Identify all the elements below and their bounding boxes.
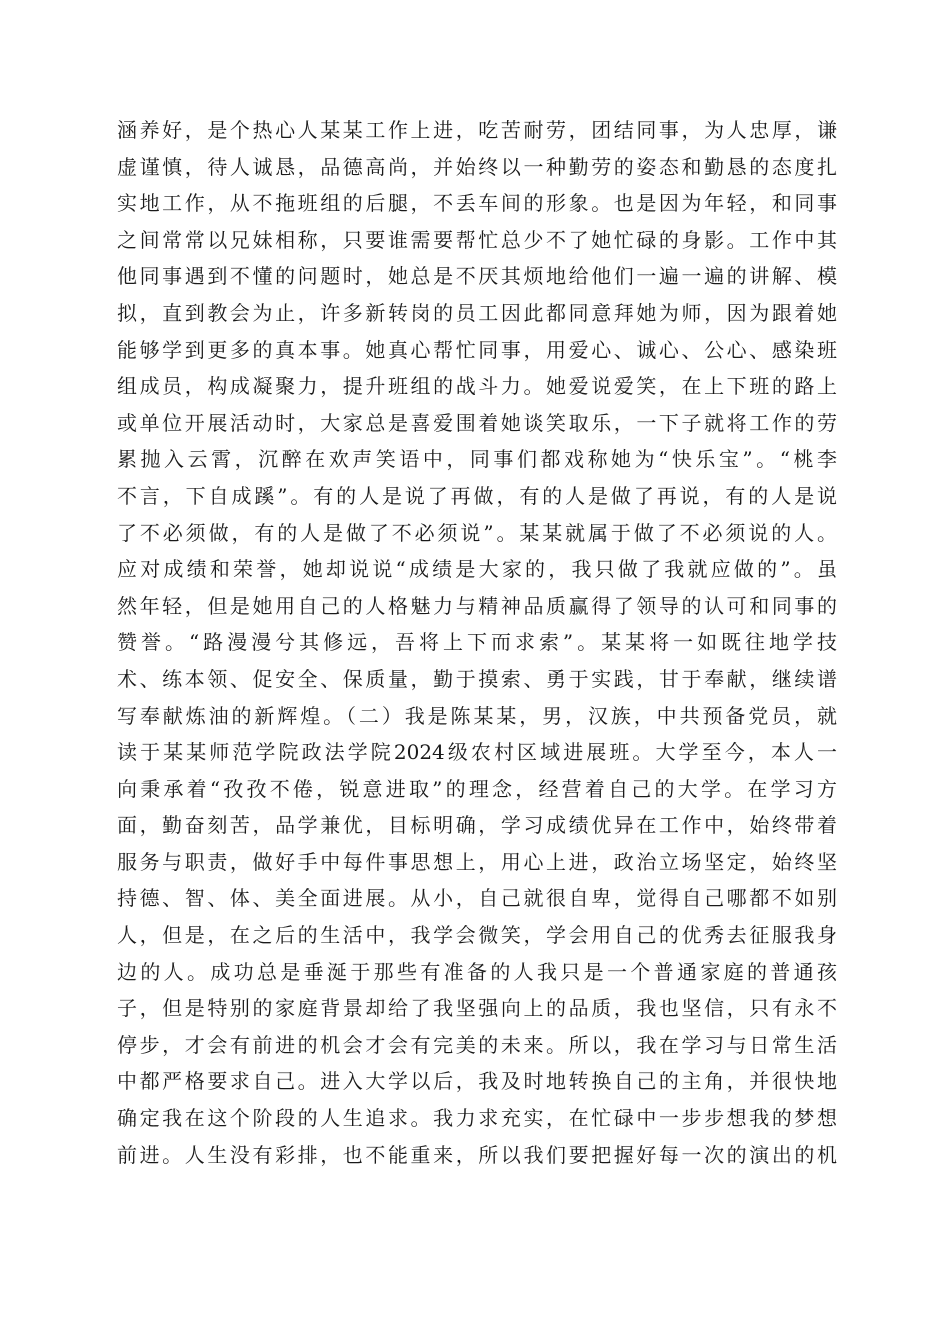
text-line: 术、练本领、促安全、保质量，勤于摸索、勇于实践，甘于奉献，继续谱 xyxy=(117,666,837,691)
text-line: 边的人。成功总是垂涎于那些有准备的人我只是一个普通家庭的普通孩 xyxy=(117,959,837,984)
text-line: 实地工作，从不拖班组的后腿，不丢车间的形象。也是因为年轻，和同事 xyxy=(117,191,837,216)
text-line: 应对成绩和荣誉，她却说说“成绩是大家的，我只做了我就应做的”。虽 xyxy=(117,557,837,582)
text-line: 持德、智、体、美全面进展。从小，自己就很自卑，觉得自己哪都不如别 xyxy=(117,886,837,911)
text-line: 拟，直到教会为止，许多新转岗的员工因此都同意拜她为师，因为跟着她 xyxy=(117,300,837,325)
text-line: 服务与职责，做好手中每件事思想上，用心上进，政治立场坚定，始终坚 xyxy=(117,849,837,874)
text-line: 读于某某师范学院政法学院2024级农村区域进展班。大学至今，本人一 xyxy=(117,740,837,765)
text-line: 他同事遇到不懂的问题时，她总是不厌其烦地给他们一遍一遍的讲解、模 xyxy=(117,264,837,289)
text-line: 不言，下自成蹊”。有的人是说了再做，有的人是做了再说，有的人是说 xyxy=(117,483,837,508)
text-line: 能够学到更多的真本事。她真心帮忙同事，用爱心、诚心、公心、感染班 xyxy=(117,337,837,362)
body-text xyxy=(117,112,837,1173)
text-line: 写奉献炼油的新辉煌。（二）我是陈某某，男，汉族，中共预备党员，就 xyxy=(117,703,837,728)
text-line: 停步，才会有前进的机会才会有完美的未来。所以，我在学习与日常生活 xyxy=(117,1032,837,1057)
text-line: 确定我在这个阶段的人生追求。我力求充实，在忙碌中一步步想我的梦想 xyxy=(117,1106,837,1131)
text-line: 之间常常以兄妹相称，只要谁需要帮忙总少不了她忙碌的身影。工作中其 xyxy=(117,227,837,252)
text-line: 人，但是，在之后的生活中，我学会微笑，学会用自己的优秀去征服我身 xyxy=(117,923,837,948)
text-line: 前进。人生没有彩排，也不能重来，所以我们要把握好每一次的演出的机 xyxy=(117,1142,837,1167)
text-line: 向秉承着“孜孜不倦，锐意进取”的理念，经营着自己的大学。在学习方 xyxy=(117,776,837,801)
text-line: 组成员，构成凝聚力，提升班组的战斗力。她爱说爱笑，在上下班的路上 xyxy=(117,374,837,399)
text-line: 虚谨慎，待人诚恳，品德高尚，并始终以一种勤劳的姿态和勤恳的态度扎 xyxy=(117,154,837,179)
text-line: 面，勤奋刻苦，品学兼优，目标明确，学习成绩优异在工作中，始终带着 xyxy=(117,813,837,838)
text-line: 子，但是特别的家庭背景却给了我坚强向上的品质，我也坚信，只有永不 xyxy=(117,996,837,1021)
text-line: 中都严格要求自己。进入大学以后，我及时地转换自己的主角，并很快地 xyxy=(117,1069,837,1094)
text-line: 或单位开展活动时，大家总是喜爱围着她谈笑取乐，一下子就将工作的劳 xyxy=(117,410,837,435)
text-line: 累抛入云霄，沉醉在欢声笑语中，同事们都戏称她为“快乐宝”。“桃李 xyxy=(117,447,837,472)
text-line: 了不必须做，有的人是做了不必须说”。某某就属于做了不必须说的人。 xyxy=(117,520,837,545)
text-line: 赞誉。“路漫漫兮其修远，吾将上下而求索”。某某将一如既往地学技 xyxy=(117,630,837,655)
text-line: 然年轻，但是她用自己的人格魅力与精神品质赢得了领导的认可和同事的 xyxy=(117,593,837,618)
text-line: 涵养好，是个热心人某某工作上进，吃苦耐劳，团结同事，为人忠厚，谦 xyxy=(117,118,837,142)
